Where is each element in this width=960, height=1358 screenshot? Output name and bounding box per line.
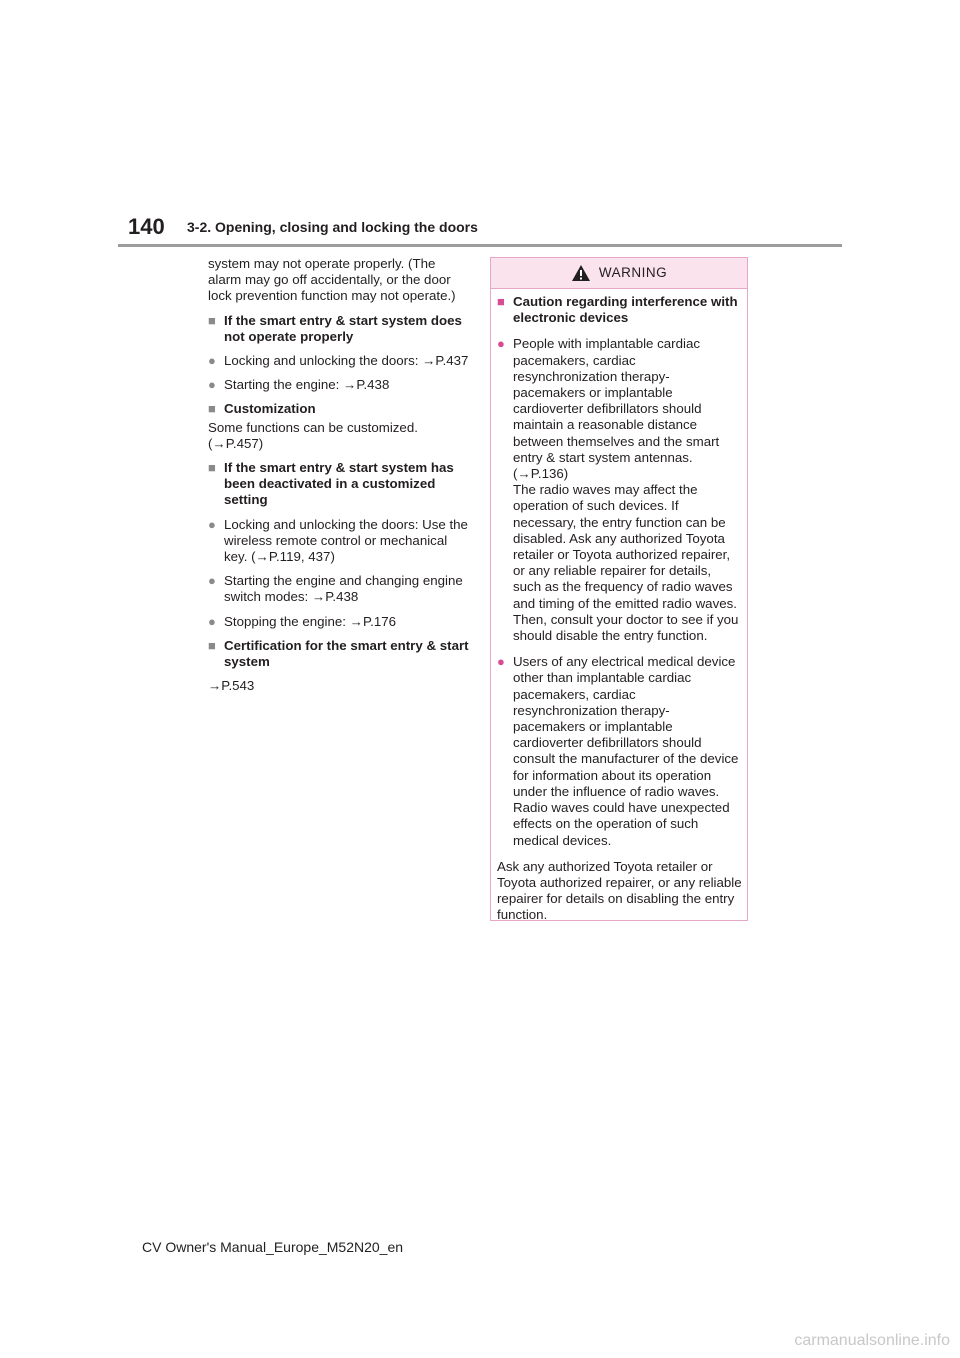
- watermark: carmanualsonline.info: [794, 1332, 950, 1349]
- square-bullet-icon: ■: [497, 294, 505, 309]
- list-item: [208, 614, 470, 630]
- list-item-text: Starting the engine and changing engine switch modes: →P.438: [224, 573, 463, 605]
- circle-bullet-icon: ●: [497, 336, 505, 352]
- list-item: [208, 517, 470, 566]
- section-heading: [208, 313, 470, 345]
- list-item-text: Radio waves could have unexpected effects on the operation of such medical devices.: [513, 800, 730, 848]
- warning-box: [490, 257, 748, 921]
- body-text: →P.543: [208, 678, 255, 694]
- heading-text: If the smart entry & start system does not operate properly: [224, 312, 462, 344]
- list-item: [208, 377, 470, 393]
- warning-title: WARNING: [598, 264, 668, 280]
- circle-bullet-icon: ●: [208, 353, 216, 369]
- square-bullet-icon: ■: [208, 637, 216, 653]
- circle-bullet-icon: ●: [497, 654, 505, 670]
- intro-text: system may not operate properly. (The alarm may go off accidentally, or the door lock prevention function may not operate.): [208, 256, 456, 304]
- heading-text: If the smart entry & start system has been deactivated in a customized setting: [224, 460, 454, 508]
- circle-bullet-icon: ●: [208, 377, 216, 393]
- list-item: [497, 654, 742, 848]
- square-bullet-icon: ■: [208, 401, 216, 417]
- heading-text: Caution regarding interference with electronic devices: [513, 294, 738, 326]
- header-divider: [118, 244, 842, 247]
- section-heading: [208, 638, 470, 670]
- list-item-text: Locking and unlocking the doors: →P.437: [224, 353, 469, 369]
- warning-triangle-icon: [571, 264, 591, 282]
- square-bullet-icon: ■: [208, 312, 216, 328]
- list-item-text: Starting the engine: →P.438: [224, 377, 390, 393]
- circle-bullet-icon: ●: [208, 516, 216, 532]
- list-item: [208, 353, 470, 369]
- main-column: [208, 256, 470, 702]
- body-text: Some functions can be customized. (→P.457): [208, 419, 418, 451]
- warning-heading: [497, 294, 742, 326]
- warning-body: [491, 289, 747, 924]
- page-number: 140: [128, 214, 165, 239]
- list-item-text: Locking and unlocking the doors: Use the wireless remote control or mechanical key. (→P.119, 437): [224, 516, 468, 565]
- heading-text: Customization: [224, 401, 316, 417]
- list-item-text: Stopping the engine: →P.176: [224, 613, 397, 629]
- warning-header: [491, 258, 747, 289]
- list-item: [497, 336, 742, 644]
- square-bullet-icon: ■: [208, 460, 216, 476]
- list-item: [208, 573, 470, 605]
- heading-text: Certification for the smart entry & start system: [224, 637, 469, 670]
- section-heading: [208, 401, 470, 417]
- section-title: 3-2. Opening, closing and locking the doors: [187, 219, 478, 235]
- warning-closing-text: Ask any authorized Toyota retailer or Toyota authorized repairer, or any reliable repairer for details on disabling the entry function.: [497, 858, 742, 923]
- list-item-text: People with implantable cardiac pacemakers, cardiac resynchronization therapy-pacemakers or implantable cardioverter defibrillators should maintain a reasonable distance between themselves and the smart entry & start system antennas. (→P.136): [513, 336, 720, 482]
- footer-manual-id: CV Owner's Manual_Europe_M52N20_en: [142, 1239, 404, 1255]
- list-item-text: The radio waves may affect the operation of such devices. If necessary, the entry function can be disabled. Ask any authorized Toyota retailer or Toyota authorized repairer, or any reliable repairer for details, such as the frequency of radio waves and timing of the emitted radio waves. Then, consult your doctor to see if you should disable the entry function.: [513, 482, 739, 644]
- list-item-text: Users of any electrical medical device other than implantable cardiac pacemakers, cardiac resynchronization therapy-pacemakers or implantable cardioverter defibrillators should consult the manufacturer of the device for information about its operation under the influence of radio waves.: [513, 654, 739, 799]
- circle-bullet-icon: ●: [208, 613, 216, 629]
- circle-bullet-icon: ●: [208, 573, 216, 589]
- section-heading: [208, 460, 470, 509]
